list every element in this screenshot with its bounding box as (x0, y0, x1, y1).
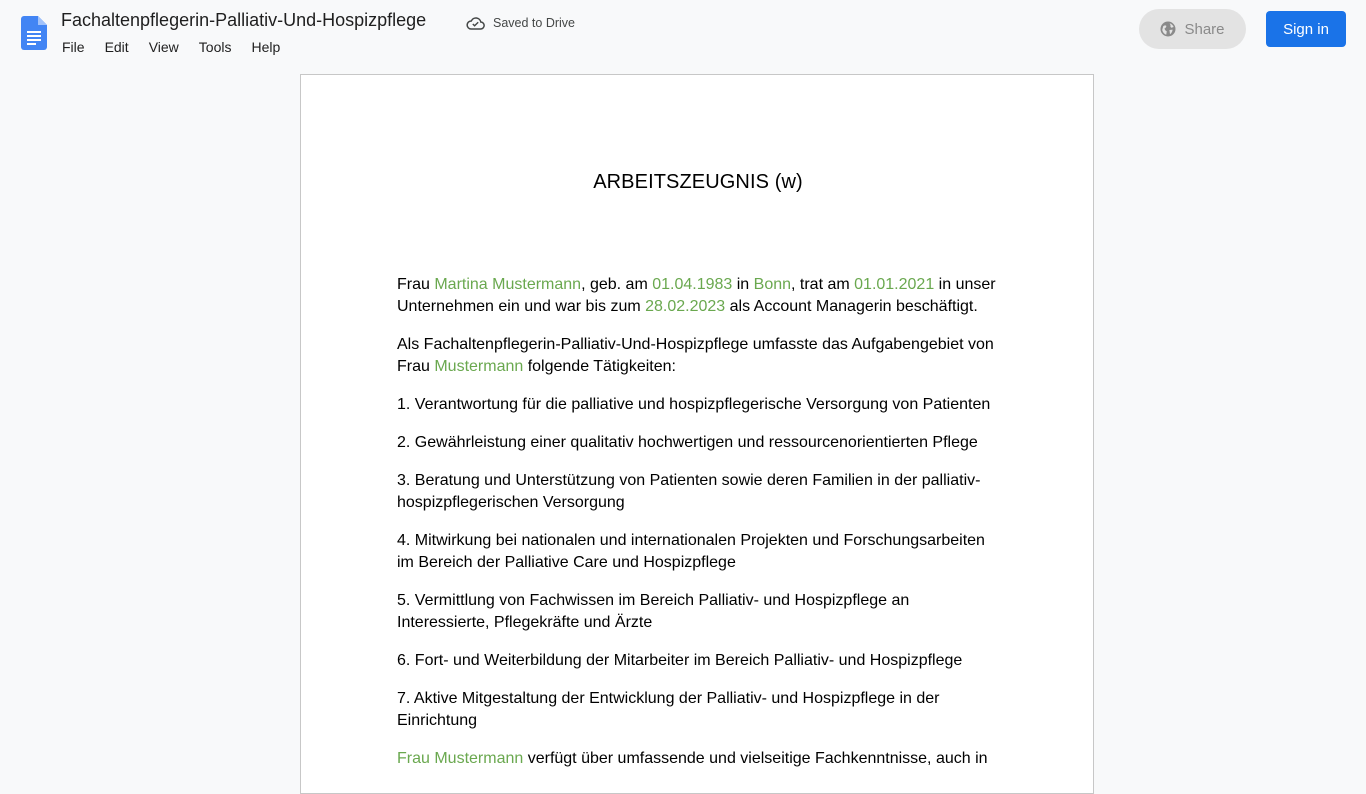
task-item: 2. Gewährleistung einer qualitativ hochwertigen und ressourcenorientierten Pflege (397, 434, 978, 451)
intro-paragraph: Frau Martina Mustermann, geb. am 01.04.1983 in Bonn, trat am 01.01.2021 in unser Unternehmen ein und war bis zum 28.02.2023 als Account Managerin beschäftigt. (397, 276, 996, 315)
task-item: 1. Verantwortung für die palliative und hospizpflegerische Versorgung von Patienten (397, 396, 991, 413)
share-button[interactable] (1139, 9, 1246, 49)
task-item: 3. Beratung und Unterstützung von Patienten sowie deren Familien in der palliativ-hospizpflegerischen Versorgung (397, 472, 981, 511)
globe-icon (1160, 21, 1176, 37)
employee-surname: Mustermann (434, 358, 524, 375)
duties-intro-paragraph: Als Fachaltenpflegerin-Palliativ-Und-Hospizpflege umfasste das Aufgabengebiet von Frau Mustermann folgende Tätigkeiten: (397, 336, 994, 375)
menu-view[interactable]: View (148, 39, 179, 55)
task-item: 4. Mitwirkung bei nationalen und internationalen Projekten und Forschungsarbeiten im Bereich der Palliative Care und Hospizpflege (397, 532, 985, 571)
share-button-label: Share (1184, 20, 1225, 38)
task-item: 5. Vermittlung von Fachwissen im Bereich Palliativ- und Hospizpflege an Interessierte, Pflegekräfte und Ärzte (397, 592, 910, 631)
birth-city: Bonn (753, 276, 792, 293)
google-docs-icon[interactable] (21, 16, 47, 50)
saved-status-label: Saved to Drive (493, 16, 575, 30)
document-body (397, 274, 999, 786)
document-title[interactable]: Fachaltenpflegerin-Palliativ-Und-Hospizpflege (61, 10, 427, 30)
closing-paragraph: Frau Mustermann verfügt über umfassende und vielseitige Fachkenntnisse, auch in (397, 750, 988, 767)
menu-file[interactable]: File (62, 39, 85, 55)
document-page[interactable] (300, 74, 1094, 794)
top-bar (0, 0, 1366, 64)
start-date: 01.01.2021 (854, 276, 935, 293)
menu-bar (52, 36, 290, 58)
end-date: 28.02.2023 (645, 298, 726, 315)
document-heading: ARBEITSZEUGNIS (w) (593, 171, 803, 193)
birth-date: 01.04.1983 (652, 276, 733, 293)
menu-help[interactable]: Help (251, 39, 281, 55)
saved-status[interactable] (466, 14, 575, 32)
cloud-done-icon (466, 16, 485, 30)
task-item: 6. Fort- und Weiterbildung der Mitarbeiter im Bereich Palliativ- und Hospizpflege (397, 652, 963, 669)
employee-full-reference: Frau Mustermann (397, 750, 524, 767)
menu-edit[interactable]: Edit (104, 39, 129, 55)
sign-in-button[interactable]: Sign in (1266, 11, 1346, 47)
employee-name: Martina Mustermann (434, 276, 582, 293)
menu-tools[interactable]: Tools (198, 39, 232, 55)
task-item: 7. Aktive Mitgestaltung der Entwicklung der Palliativ- und Hospizpflege in der Einrichtung (397, 690, 940, 729)
